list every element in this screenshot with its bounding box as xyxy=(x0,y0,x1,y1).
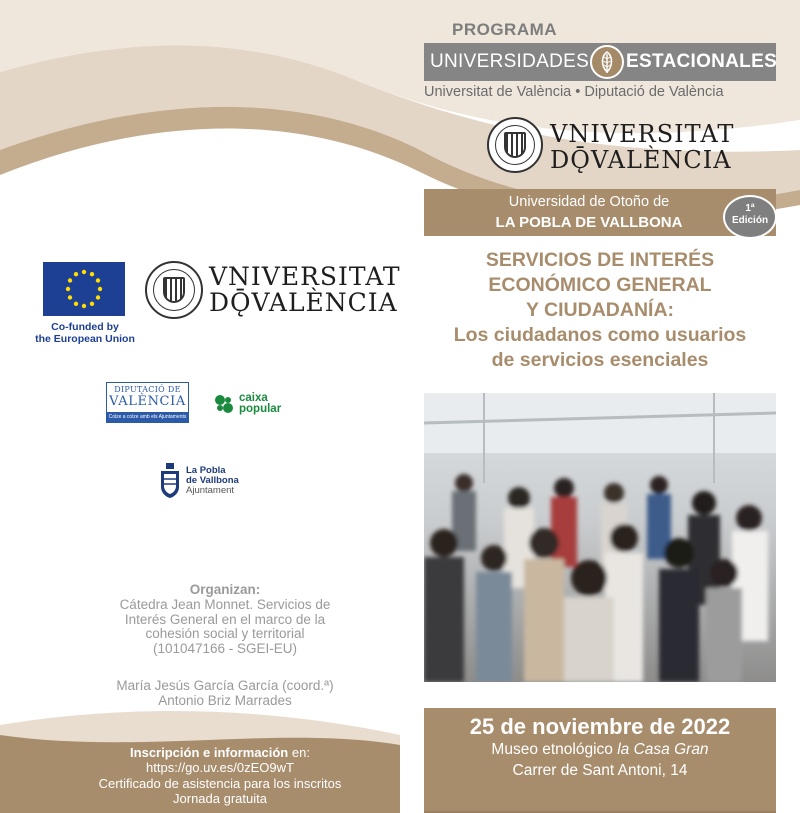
diputacio-logo: DIPUTACIÓ DE VALÈNCIA Colze a colze amb els Ajuntaments xyxy=(106,382,189,423)
uv-logo-line2: DǬVALÈNCIA xyxy=(209,288,398,317)
caixa-icon xyxy=(213,393,235,415)
title-line: SERVICIOS DE INTERÉS xyxy=(485,249,715,271)
registration-body: https://go.uv.es/0zEO9wT Certificado de asistencia para los inscritos Jornada gratuita xyxy=(40,760,400,807)
program-subtitle: Universitat de València • Diputació de València xyxy=(424,84,724,100)
uv-seal-icon xyxy=(145,261,203,319)
event-address: Carrer de Sant Antoni, 14 xyxy=(512,762,688,779)
edition-line2: LA POBLA DE VALLBONA xyxy=(495,214,683,231)
title-line: de servicios esenciales xyxy=(491,349,709,371)
organizers-heading: Organizan: xyxy=(189,582,261,597)
pobla-crest-icon xyxy=(160,463,180,499)
venue-name: la Casa Gran xyxy=(617,741,709,758)
program-label: PROGRAMA xyxy=(452,20,558,39)
leaf-icon xyxy=(590,45,624,79)
uv-logo-line1: VNIVERSITAT xyxy=(209,262,401,291)
title-line: ECONÓMICO GENERAL xyxy=(488,274,712,296)
edition-badge-number: 1ª xyxy=(745,203,755,214)
organizers-names: María Jesús García García (coord.ª) Antonio Briz Marrades xyxy=(116,678,334,708)
crowd-photo xyxy=(424,393,776,682)
organizers-body: Cátedra Jean Monnet. Servicios de Interés General en el marco de la cohesión social y territorial (101047166 - SGEI-EU) xyxy=(119,597,331,656)
eu-caption: Co-funded by the European Union xyxy=(35,321,135,345)
uv-logo-line1: VNIVERSITAT xyxy=(550,120,735,148)
registration-link[interactable]: https://go.uv.es/0zEO9wT xyxy=(146,760,294,775)
title-line: Los ciudadanos como usuarios xyxy=(453,324,747,346)
title-line: Y CIUDADANÍA: xyxy=(525,299,675,321)
program-name-left: UNIVERSIDADES xyxy=(430,51,590,72)
caixa-logo-text: caixa popular xyxy=(239,392,282,415)
edition-line1: Universidad de Otoño de xyxy=(508,194,670,210)
registration-heading: Inscripción e información en: xyxy=(130,745,310,760)
event-venue: Museo etnológico la Casa Gran xyxy=(491,741,709,758)
pobla-logo-text: La Pobla de Vallbona Ajuntament xyxy=(186,465,239,496)
event-title xyxy=(424,248,776,373)
edition-badge xyxy=(723,195,777,239)
uv-seal-icon xyxy=(487,117,543,173)
edition-badge-label: Edición xyxy=(731,215,769,226)
eu-flag-icon xyxy=(43,262,125,316)
event-date: 25 de noviembre de 2022 xyxy=(469,714,731,739)
program-name-right: ESTACIONALES xyxy=(626,51,778,72)
uv-logo-line2: DǬVALÈNCIA xyxy=(550,146,732,174)
